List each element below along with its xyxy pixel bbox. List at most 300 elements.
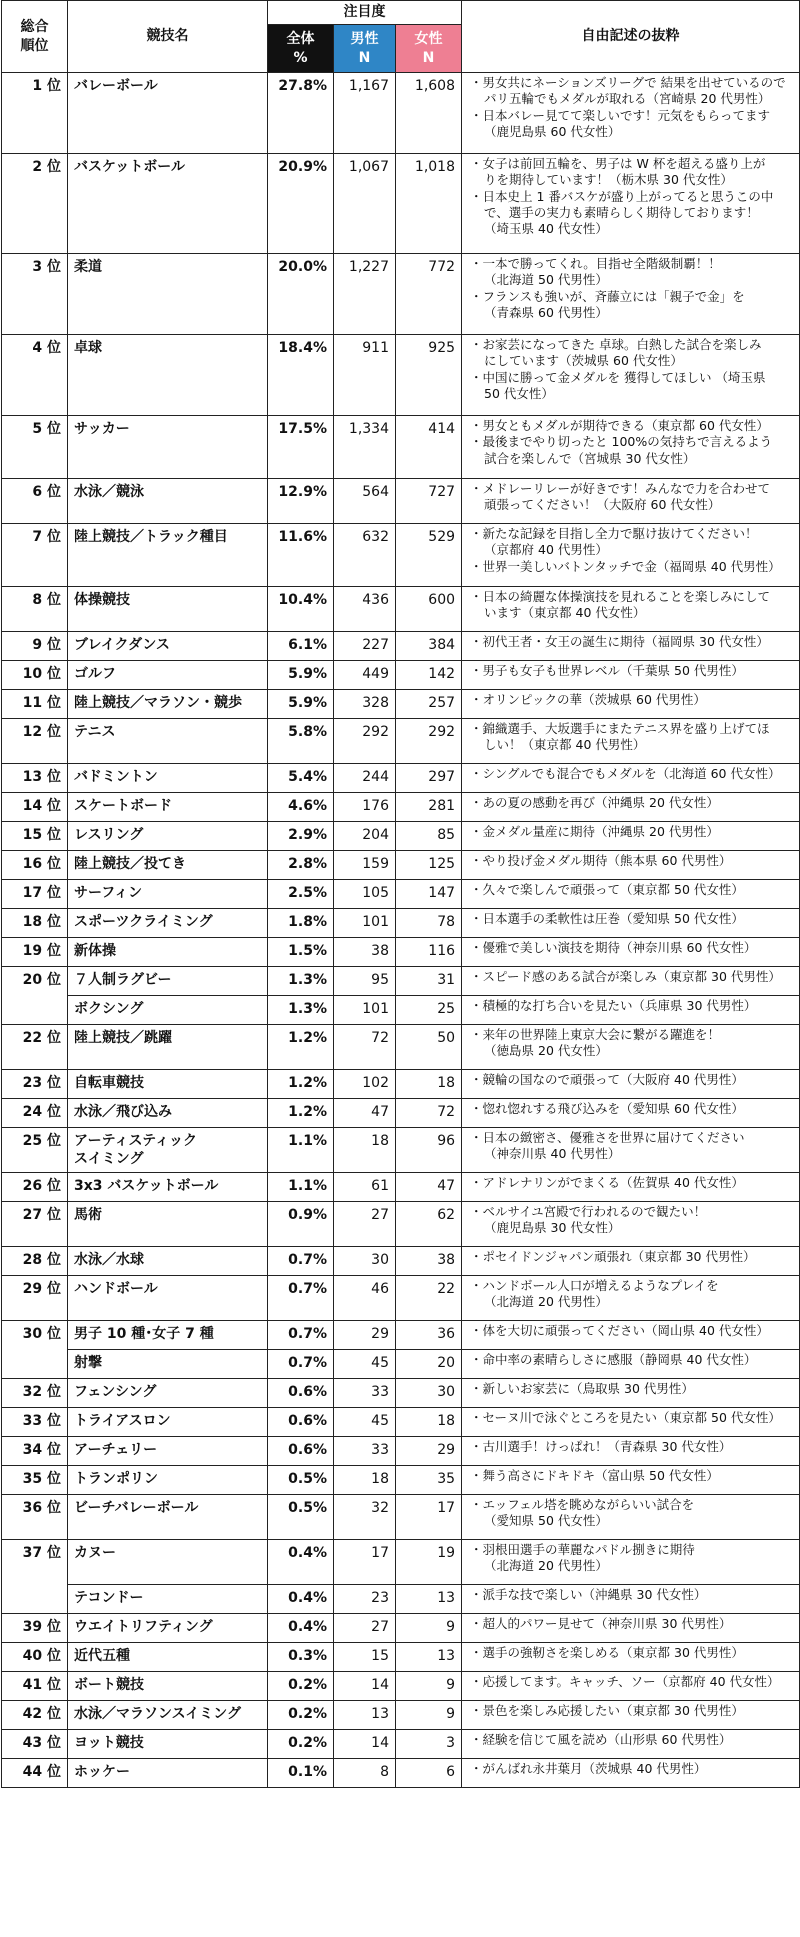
male-n-cell: 30 — [334, 1247, 396, 1276]
comment-cell — [462, 335, 800, 416]
female-n-cell: 50 — [396, 1025, 462, 1070]
header-rank: 総合 順位 — [2, 1, 68, 73]
male-n-cell: 8 — [334, 1759, 396, 1788]
comment-line: ・ 世界一美しいバトンタッチで金（福岡県 40 代男性） — [470, 559, 795, 575]
sport-name: ビーチバレーボール — [68, 1495, 268, 1540]
table-row — [2, 1379, 800, 1408]
comment-cell — [462, 851, 800, 880]
male-n-cell: 61 — [334, 1173, 396, 1202]
comment-line: ・ オリンピックの華（茨城県 60 代男性） — [470, 692, 795, 708]
comment-cell — [462, 1247, 800, 1276]
total-pct-cell: 1.2% — [268, 1025, 334, 1070]
comment-cell — [462, 1759, 800, 1788]
comment-cell — [462, 764, 800, 793]
comment-line: ・ 羽根田選手の華麗なパドル捌きに期待 — [470, 1542, 795, 1558]
female-n-cell: 925 — [396, 335, 462, 416]
header-attention: 注目度 — [268, 1, 462, 25]
female-n-cell: 384 — [396, 632, 462, 661]
table-row — [2, 1614, 800, 1643]
comment-line: ・ ベルサイユ宮殿で行われるので観たい！ — [470, 1204, 795, 1220]
total-pct-cell: 0.5% — [268, 1495, 334, 1540]
comment-line: （神奈川県 40 代男性） — [484, 1146, 621, 1162]
female-n-cell: 47 — [396, 1173, 462, 1202]
comment-line: ・ シングルでも混合でもメダルを（北海道 60 代女性） — [470, 766, 795, 782]
sport-name: 陸上競技／トラック種目 — [68, 524, 268, 587]
sport-name: 水泳／飛び込み — [68, 1099, 268, 1128]
rank-cell: 17 位 — [2, 880, 68, 909]
total-pct-cell: 27.8% — [268, 73, 334, 154]
comment-cell — [462, 1025, 800, 1070]
rank-cell: 28 位 — [2, 1247, 68, 1276]
comment-cell — [462, 1614, 800, 1643]
male-n-cell: 72 — [334, 1025, 396, 1070]
female-n-cell: 3 — [396, 1730, 462, 1759]
comment-line: 試合を楽しんで（宮城県 30 代女性） — [484, 450, 696, 466]
female-n-cell: 257 — [396, 690, 462, 719]
comment-cell — [462, 632, 800, 661]
table-row — [2, 335, 800, 416]
comment-line: ・ 一本で勝ってくれ。目指せ全階級制覇！！ — [470, 256, 795, 272]
ranking-body — [2, 73, 800, 1788]
comment-line: （北海道 20 代男性） — [484, 1294, 608, 1310]
female-n-cell: 772 — [396, 254, 462, 335]
total-pct-cell: 0.7% — [268, 1247, 334, 1276]
header-comments: 自由記述の抜粋 — [462, 1, 800, 73]
rank-cell: 5 位 — [2, 416, 68, 479]
total-pct-cell: 5.8% — [268, 719, 334, 764]
female-n-cell: 96 — [396, 1128, 462, 1173]
total-pct-cell: 0.6% — [268, 1408, 334, 1437]
male-n-cell: 102 — [334, 1070, 396, 1099]
female-n-cell: 9 — [396, 1614, 462, 1643]
comment-cell — [462, 1350, 800, 1379]
rank-cell: 10 位 — [2, 661, 68, 690]
comment-line: ・ 景色を楽しみ応援したい（東京都 30 代男性） — [470, 1703, 795, 1719]
rank-cell: 32 位 — [2, 1379, 68, 1408]
male-n-cell: 101 — [334, 909, 396, 938]
comment-line: にしています（茨城県 60 代女性） — [484, 353, 683, 369]
sport-name: 水泳／競泳 — [68, 479, 268, 524]
comment-line: ・ アドレナリンがでまくる（佐賀県 40 代女性） — [470, 1175, 795, 1191]
table-row — [2, 1730, 800, 1759]
sport-name: ７人制ラグビー — [68, 967, 268, 996]
comment-cell — [462, 1276, 800, 1321]
male-n-cell: 27 — [334, 1202, 396, 1247]
male-n-cell: 292 — [334, 719, 396, 764]
total-pct-cell: 20.0% — [268, 254, 334, 335]
comment-line: ・ 金メダル量産に期待（沖縄県 20 代男性） — [470, 824, 795, 840]
comment-cell — [462, 880, 800, 909]
rank-cell: 22 位 — [2, 1025, 68, 1070]
comment-cell — [462, 938, 800, 967]
rank-cell: 24 位 — [2, 1099, 68, 1128]
sport-name: サーフィン — [68, 880, 268, 909]
comment-line: ・ エッフェル塔を眺めながらいい試合を — [470, 1497, 795, 1513]
comment-cell — [462, 909, 800, 938]
table-row — [2, 851, 800, 880]
sport-name: ホッケー — [68, 1759, 268, 1788]
header-male-n: 男性 N — [334, 25, 396, 73]
comment-line: ・ ハンドボール人口が増えるようなプレイを — [470, 1278, 795, 1294]
comment-cell — [462, 416, 800, 479]
table-row — [2, 1350, 800, 1379]
female-n-cell: 116 — [396, 938, 462, 967]
female-n-cell: 13 — [396, 1643, 462, 1672]
male-n-cell: 46 — [334, 1276, 396, 1321]
comment-line: ・ スピード感のある試合が楽しみ（東京都 30 代男性） — [470, 969, 795, 985]
male-n-cell: 1,167 — [334, 73, 396, 154]
comment-line: ・ 来年の世界陸上東京大会に繋がる躍進を！ — [470, 1027, 795, 1043]
table-row — [2, 1321, 800, 1350]
table-row — [2, 1495, 800, 1540]
male-n-cell: 449 — [334, 661, 396, 690]
ranking-table — [1, 0, 800, 1788]
sport-name: テコンドー — [68, 1585, 268, 1614]
total-pct-cell: 0.2% — [268, 1672, 334, 1701]
table-row — [2, 1585, 800, 1614]
total-pct-cell: 1.2% — [268, 1099, 334, 1128]
comment-cell — [462, 73, 800, 154]
table-row — [2, 587, 800, 632]
comment-line: （青森県 60 代男性） — [484, 304, 608, 320]
comment-cell — [462, 1379, 800, 1408]
comment-line: ・ 競輪の国なので頑張って（大阪府 40 代男性） — [470, 1072, 795, 1088]
total-pct-cell: 0.4% — [268, 1585, 334, 1614]
comment-line: います（東京都 40 代女性） — [484, 605, 646, 621]
total-pct-cell: 4.6% — [268, 793, 334, 822]
total-pct-cell: 17.5% — [268, 416, 334, 479]
total-pct-cell: 12.9% — [268, 479, 334, 524]
male-n-cell: 1,227 — [334, 254, 396, 335]
comment-line: ・ メドレーリレーが好きです！みんなで力を合わせて — [470, 481, 795, 497]
rank-cell: 13 位 — [2, 764, 68, 793]
female-n-cell: 13 — [396, 1585, 462, 1614]
table-row — [2, 254, 800, 335]
table-row — [2, 1643, 800, 1672]
male-n-cell: 45 — [334, 1350, 396, 1379]
rank-cell: 40 位 — [2, 1643, 68, 1672]
comment-cell — [462, 1585, 800, 1614]
table-row — [2, 1466, 800, 1495]
male-n-cell: 244 — [334, 764, 396, 793]
sport-name: 体操競技 — [68, 587, 268, 632]
male-n-cell: 17 — [334, 1540, 396, 1585]
total-pct-cell: 6.1% — [268, 632, 334, 661]
comment-cell — [462, 1202, 800, 1247]
comment-cell — [462, 1466, 800, 1495]
rank-cell: 41 位 — [2, 1672, 68, 1701]
rank-cell: 44 位 — [2, 1759, 68, 1788]
comment-line: で、選手の実力も素晴らしく期待しております！ — [484, 204, 759, 220]
male-n-cell: 33 — [334, 1437, 396, 1466]
female-n-cell: 529 — [396, 524, 462, 587]
male-n-cell: 23 — [334, 1585, 396, 1614]
comment-cell — [462, 1730, 800, 1759]
male-n-cell: 1,067 — [334, 154, 396, 254]
total-pct-cell: 1.3% — [268, 996, 334, 1025]
total-pct-cell: 5.9% — [268, 690, 334, 719]
sport-name: ボート競技 — [68, 1672, 268, 1701]
comment-cell — [462, 587, 800, 632]
comment-line: ・ 優雅で美しい演技を期待（神奈川県 60 代女性） — [470, 940, 795, 956]
male-n-cell: 105 — [334, 880, 396, 909]
sport-name: 新体操 — [68, 938, 268, 967]
comment-cell — [462, 1672, 800, 1701]
comment-cell — [462, 254, 800, 335]
comment-line: ・ 日本の綺麗な体操演技を見れることを楽しみにして — [470, 589, 795, 605]
rank-cell: 26 位 — [2, 1173, 68, 1202]
female-n-cell: 31 — [396, 967, 462, 996]
male-n-cell: 18 — [334, 1466, 396, 1495]
comment-line: ・ 日本史上 1 番バスケが盛り上がってると思うこの中 — [470, 189, 795, 205]
male-n-cell: 45 — [334, 1408, 396, 1437]
comment-line: ・ 古川選手！けっぱれ！（青森県 30 代女性） — [470, 1439, 795, 1455]
total-pct-cell: 0.3% — [268, 1643, 334, 1672]
comment-cell — [462, 967, 800, 996]
total-pct-cell: 2.9% — [268, 822, 334, 851]
sport-name: ハンドボール — [68, 1276, 268, 1321]
female-n-cell: 1,018 — [396, 154, 462, 254]
rank-cell: 36 位 — [2, 1495, 68, 1540]
rank-cell: 27 位 — [2, 1202, 68, 1247]
rank-cell: 39 位 — [2, 1614, 68, 1643]
comment-cell — [462, 1128, 800, 1173]
comment-line: ・ ポセイドンジャパン頑張れ（東京都 30 代男性） — [470, 1249, 795, 1265]
table-row — [2, 719, 800, 764]
male-n-cell: 32 — [334, 1495, 396, 1540]
table-row — [2, 1173, 800, 1202]
rank-cell: 29 位 — [2, 1276, 68, 1321]
rank-cell: 12 位 — [2, 719, 68, 764]
comment-line: ・ 日本選手の柔軟性は圧巻（愛知県 50 代女性） — [470, 911, 795, 927]
sport-name: ヨット競技 — [68, 1730, 268, 1759]
male-n-cell: 47 — [334, 1099, 396, 1128]
table-row — [2, 1408, 800, 1437]
sport-name: ボクシング — [68, 996, 268, 1025]
total-pct-cell: 2.8% — [268, 851, 334, 880]
total-pct-cell: 0.4% — [268, 1614, 334, 1643]
sport-name: 男子 10 種･女子 7 種 — [68, 1321, 268, 1350]
female-n-cell: 414 — [396, 416, 462, 479]
comment-cell — [462, 479, 800, 524]
sport-name: 柔道 — [68, 254, 268, 335]
total-pct-cell: 0.2% — [268, 1730, 334, 1759]
total-pct-cell: 0.4% — [268, 1540, 334, 1585]
male-n-cell: 159 — [334, 851, 396, 880]
male-n-cell: 101 — [334, 996, 396, 1025]
total-pct-cell: 18.4% — [268, 335, 334, 416]
sport-name: 卓球 — [68, 335, 268, 416]
comment-cell — [462, 1437, 800, 1466]
comment-line: ・ 超人的パワー見せて（神奈川県 30 代男性） — [470, 1616, 795, 1632]
table-row — [2, 967, 800, 996]
table-row — [2, 1759, 800, 1788]
table-row — [2, 479, 800, 524]
female-n-cell: 292 — [396, 719, 462, 764]
male-n-cell: 18 — [334, 1128, 396, 1173]
male-n-cell: 1,334 — [334, 416, 396, 479]
comment-cell — [462, 822, 800, 851]
comment-cell — [462, 1540, 800, 1585]
table-row — [2, 416, 800, 479]
total-pct-cell: 0.6% — [268, 1379, 334, 1408]
male-n-cell: 227 — [334, 632, 396, 661]
female-n-cell: 22 — [396, 1276, 462, 1321]
comment-line: ・ 選手の強靭さを楽しめる（東京都 30 代男性） — [470, 1645, 795, 1661]
total-pct-cell: 20.9% — [268, 154, 334, 254]
table-row — [2, 938, 800, 967]
comment-line: ・ 命中率の素晴らしさに感服（静岡県 40 代女性） — [470, 1352, 795, 1368]
sport-name: 陸上競技／投てき — [68, 851, 268, 880]
male-n-cell: 27 — [334, 1614, 396, 1643]
table-row — [2, 1128, 800, 1173]
table-row — [2, 690, 800, 719]
sport-name: アーティスティック スイミング — [68, 1128, 268, 1173]
table-row — [2, 793, 800, 822]
female-n-cell: 281 — [396, 793, 462, 822]
table-row — [2, 661, 800, 690]
table-row — [2, 764, 800, 793]
rank-cell: 11 位 — [2, 690, 68, 719]
female-n-cell: 29 — [396, 1437, 462, 1466]
rank-cell: 23 位 — [2, 1070, 68, 1099]
comment-line: ・ 経験を信じて風を読め（山形県 60 代男性） — [470, 1732, 795, 1748]
sport-name: 射撃 — [68, 1350, 268, 1379]
table-row — [2, 1247, 800, 1276]
female-n-cell: 9 — [396, 1701, 462, 1730]
table-row — [2, 1099, 800, 1128]
female-n-cell: 25 — [396, 996, 462, 1025]
total-pct-cell: 0.6% — [268, 1437, 334, 1466]
sport-name: レスリング — [68, 822, 268, 851]
table-row — [2, 1701, 800, 1730]
total-pct-cell: 10.4% — [268, 587, 334, 632]
comment-line: ・ 男子も女子も世界レベル（千葉県 50 代男性） — [470, 663, 795, 679]
total-pct-cell: 1.1% — [268, 1128, 334, 1173]
comment-line: ・ 積極的な打ち合いを見たい（兵庫県 30 代男性） — [470, 998, 795, 1014]
rank-cell: 3 位 — [2, 254, 68, 335]
sport-name: バスケットボール — [68, 154, 268, 254]
table-row — [2, 1070, 800, 1099]
comment-cell — [462, 1173, 800, 1202]
table-row — [2, 880, 800, 909]
male-n-cell: 564 — [334, 479, 396, 524]
sport-name: 水泳／水球 — [68, 1247, 268, 1276]
rank-cell: 18 位 — [2, 909, 68, 938]
rank-cell: 20 位 — [2, 967, 68, 1025]
rank-cell: 4 位 — [2, 335, 68, 416]
rank-cell: 43 位 — [2, 1730, 68, 1759]
comment-cell — [462, 661, 800, 690]
comment-cell — [462, 1321, 800, 1350]
female-n-cell: 85 — [396, 822, 462, 851]
total-pct-cell: 1.3% — [268, 967, 334, 996]
rank-cell: 14 位 — [2, 793, 68, 822]
total-pct-cell: 1.1% — [268, 1173, 334, 1202]
male-n-cell: 204 — [334, 822, 396, 851]
sport-name: 陸上競技／跳躍 — [68, 1025, 268, 1070]
rank-cell: 25 位 — [2, 1128, 68, 1173]
comment-line: 頑張ってください！（大阪府 60 代女性） — [484, 497, 721, 513]
female-n-cell: 36 — [396, 1321, 462, 1350]
comment-cell — [462, 1099, 800, 1128]
total-pct-cell: 1.5% — [268, 938, 334, 967]
female-n-cell: 78 — [396, 909, 462, 938]
total-pct-cell: 0.5% — [268, 1466, 334, 1495]
comment-line: （京都府 40 代男性） — [484, 542, 608, 558]
male-n-cell: 38 — [334, 938, 396, 967]
sport-name: フェンシング — [68, 1379, 268, 1408]
rank-cell: 33 位 — [2, 1408, 68, 1437]
rank-cell: 35 位 — [2, 1466, 68, 1495]
table-row — [2, 632, 800, 661]
comment-line: ・ やり投げ金メダル期待（熊本県 60 代男性） — [470, 853, 795, 869]
comment-cell — [462, 1701, 800, 1730]
comment-line: （愛知県 50 代女性） — [484, 1513, 608, 1529]
sport-name: 3x3 バスケットボール — [68, 1173, 268, 1202]
female-n-cell: 1,608 — [396, 73, 462, 154]
sport-name: 水泳／マラソンスイミング — [68, 1701, 268, 1730]
table-row — [2, 909, 800, 938]
comment-cell — [462, 690, 800, 719]
rank-cell: 8 位 — [2, 587, 68, 632]
female-n-cell: 72 — [396, 1099, 462, 1128]
female-n-cell: 600 — [396, 587, 462, 632]
comment-line: しい！（東京都 40 代男性） — [484, 737, 646, 753]
male-n-cell: 13 — [334, 1701, 396, 1730]
sport-name: ゴルフ — [68, 661, 268, 690]
male-n-cell: 14 — [334, 1730, 396, 1759]
sport-name: アーチェリー — [68, 1437, 268, 1466]
comment-cell — [462, 996, 800, 1025]
total-pct-cell: 0.7% — [268, 1321, 334, 1350]
comment-line: （鹿児島県 30 代女性） — [484, 1220, 621, 1236]
sport-name: 馬術 — [68, 1202, 268, 1247]
comment-line: （徳島県 20 代女性） — [484, 1043, 608, 1059]
female-n-cell: 38 — [396, 1247, 462, 1276]
table-row — [2, 524, 800, 587]
total-pct-cell: 5.4% — [268, 764, 334, 793]
female-n-cell: 6 — [396, 1759, 462, 1788]
total-pct-cell: 11.6% — [268, 524, 334, 587]
comment-line: ・ お家芸になってきた 卓球。白熱した試合を楽しみ — [470, 337, 795, 353]
rank-cell: 37 位 — [2, 1540, 68, 1614]
comment-cell — [462, 1495, 800, 1540]
male-n-cell: 29 — [334, 1321, 396, 1350]
male-n-cell: 15 — [334, 1643, 396, 1672]
sport-name: ブレイクダンス — [68, 632, 268, 661]
female-n-cell: 727 — [396, 479, 462, 524]
comment-line: ・ 男女共にネーションズリーグで 結果を出せているので — [470, 75, 795, 91]
female-n-cell: 18 — [396, 1408, 462, 1437]
rank-cell: 2 位 — [2, 154, 68, 254]
male-n-cell: 328 — [334, 690, 396, 719]
comment-line: ・ 舞う高さにドキドキ（富山県 50 代女性） — [470, 1468, 795, 1484]
comment-line: ・ 女子は前回五輪を、男子は W 杯を超える盛り上が — [470, 156, 795, 172]
total-pct-cell: 1.8% — [268, 909, 334, 938]
female-n-cell: 125 — [396, 851, 462, 880]
comment-line: ・ 新たな記録を目指し全力で駆け抜けてください！ — [470, 526, 795, 542]
comment-line: ・ あの夏の感動を再び（沖縄県 20 代女性） — [470, 795, 795, 811]
rank-cell: 9 位 — [2, 632, 68, 661]
comment-line: ・ 最後までやり切ったと 100%の気持ちで言えるよう — [470, 434, 795, 450]
female-n-cell: 18 — [396, 1070, 462, 1099]
comment-cell — [462, 524, 800, 587]
rank-cell: 16 位 — [2, 851, 68, 880]
sport-name: バドミントン — [68, 764, 268, 793]
female-n-cell: 297 — [396, 764, 462, 793]
female-n-cell: 35 — [396, 1466, 462, 1495]
